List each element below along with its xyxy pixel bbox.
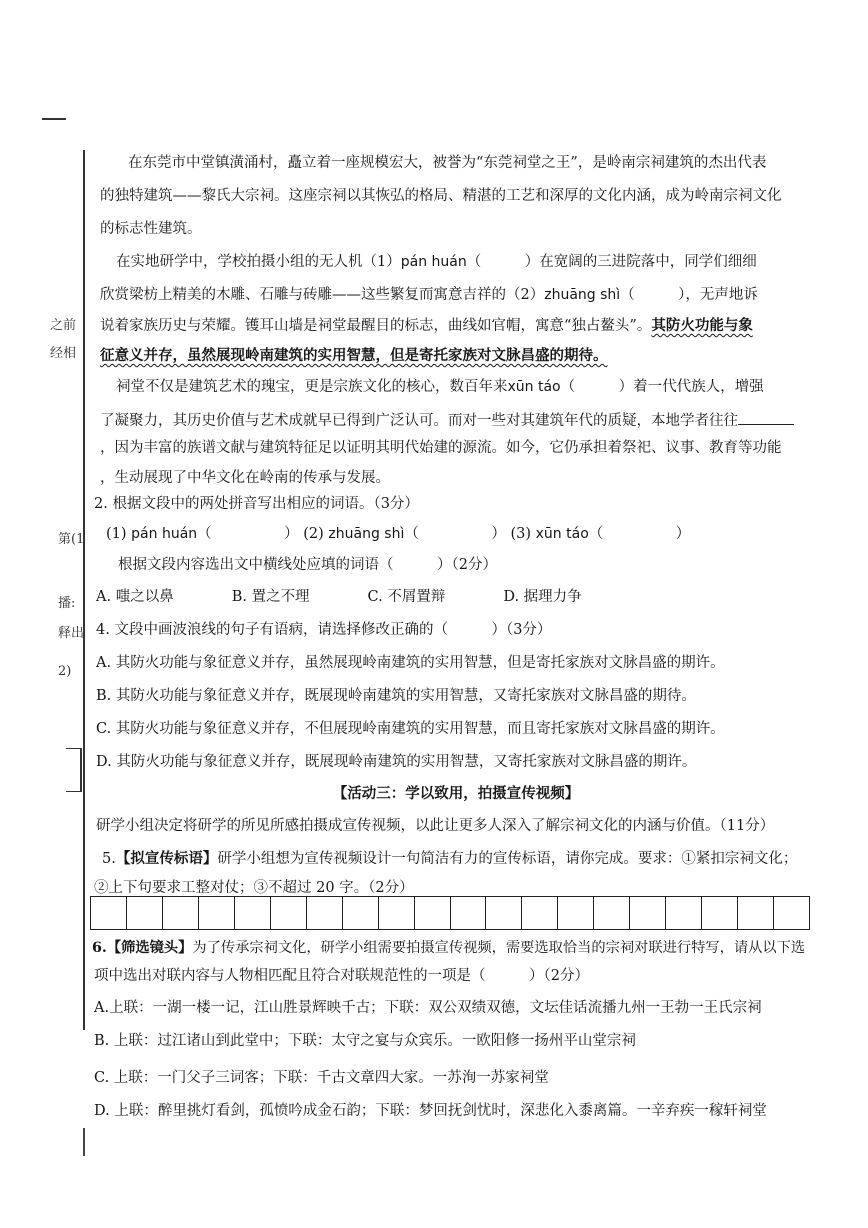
q4-option-b[interactable]: B. 其防火功能与象征意义并存，既展现岭南建筑的实用智慧，又寄托家族对文脉昌盛的期待。 <box>96 688 696 704</box>
text-segment: 了凝聚力，其历史价值与艺术成就早已得到广泛认可。而对一些对其建筑年代的质疑，本地学者往往 <box>100 413 738 429</box>
grid-cell[interactable] <box>702 897 738 929</box>
margin-note: 2) <box>58 664 72 679</box>
passage-line <box>100 285 820 305</box>
answer-grid[interactable] <box>90 896 810 930</box>
answer-label: (2) <box>303 526 324 542</box>
q6-tag: 6.【筛选镜头】 <box>92 940 193 956</box>
grid-cell[interactable] <box>594 897 630 929</box>
margin-note: 释出 <box>58 626 85 641</box>
answer-pinyin: pán huán <box>131 526 198 542</box>
margin-note: 之前 <box>50 318 77 333</box>
q4-stem: 4. 文段中画波浪线的句子有语病，请选择修改正确的（ ）（3分） <box>96 622 552 638</box>
passage-line: ，生动展现了中华文化在岭南的传承与发展。 <box>100 470 390 486</box>
text-segment: （ ）在宽阔的三进院落中，同学们细细 <box>466 254 757 270</box>
text-segment: 在实地研学中，学校拍摄小组的无人机（1） <box>116 254 401 270</box>
grid-cell[interactable] <box>91 897 127 929</box>
passage-line: 的标志性建筑。 <box>100 221 202 237</box>
passage-line <box>116 377 836 397</box>
wavy-underlined-sentence: 其防火功能与象 <box>651 317 753 334</box>
answer-blank[interactable]: （ ） <box>588 526 691 542</box>
grid-cell[interactable] <box>199 897 235 929</box>
pinyin-1: pán huán <box>400 254 467 270</box>
grid-cell[interactable] <box>522 897 558 929</box>
text-segment: 祠堂不仅是建筑艺术的瑰宝，更是宗族文化的核心，数百年来 <box>116 379 508 395</box>
text-segment: （ ）着一代代族人，增强 <box>560 379 764 395</box>
q6-stem <box>92 938 812 958</box>
text-segment: 5. <box>102 851 116 867</box>
q5-requirements: ②上下句要求工整对仗；③不超过 20 字。（2分） <box>94 880 414 896</box>
passage-line <box>100 346 820 366</box>
grid-cell[interactable] <box>127 897 163 929</box>
grid-cell[interactable] <box>343 897 379 929</box>
grid-cell[interactable] <box>774 897 809 929</box>
passage-line: ，因为丰富的族谱文献与建筑特征足以证明其明代始建的源流。如今，它仍承担着祭祀、议事、教育等功能 <box>100 440 782 456</box>
q4-option-a[interactable]: A. 其防火功能与象征意义并存，虽然展现岭南建筑的实用智慧，但是寄托家族对文脉昌盛的期许。 <box>96 655 725 671</box>
wavy-underlined-sentence: 征意义并存，虽然展现岭南建筑的实用智慧，但是寄托家族对文脉昌盛的期待。 <box>100 347 608 364</box>
passage-line <box>100 408 820 431</box>
grid-cell[interactable] <box>630 897 666 929</box>
q5-stem <box>102 849 822 869</box>
grid-cell[interactable] <box>738 897 774 929</box>
q3-options[interactable]: A. 嗤之以鼻 B. 置之不理 C. 不屑置辩 D. 据理力争 <box>96 589 582 605</box>
margin-bracket <box>66 748 82 792</box>
grid-cell[interactable] <box>451 897 487 929</box>
margin-note: 第(1 <box>58 532 85 547</box>
q3-stem: 根据文段内容选出文中横线处应填的词语（ ）（2分） <box>118 557 497 573</box>
grid-cell[interactable] <box>271 897 307 929</box>
text-segment: 欣赏梁枋上精美的木雕、石雕与砖雕——这些繁复而寓意吉祥的（2） <box>100 287 545 303</box>
q2-stem: 2. 根据文段中的两处拼音写出相应的词语。（3分） <box>94 496 419 512</box>
margin-tick <box>83 1128 85 1156</box>
answer-blank[interactable]: （ ） <box>197 526 299 542</box>
answer-label: (3) <box>510 526 532 542</box>
q4-option-d[interactable]: D. 其防火功能与象征意义并存，既展现岭南建筑的实用智慧，又寄托家族对文脉昌盛的期许。 <box>96 754 697 770</box>
q4-option-c[interactable]: C. 其防火功能与象征意义并存，不但展现岭南建筑的实用智慧，而且寄托家族对文脉昌盛的期许。 <box>96 721 725 737</box>
grid-cell[interactable] <box>486 897 522 929</box>
activity-title: 【活动三：学以致用，拍摄宣传视频】 <box>332 785 580 802</box>
q6-stem-2: 项中选出对联内容与人物相匹配且符合对联规范性的一项是（ ）（2分） <box>94 968 589 984</box>
q5-tag: 【拟宣传标语】 <box>115 850 218 867</box>
pinyin-2: zhuāng shì <box>544 287 621 303</box>
margin-line <box>83 150 85 1030</box>
grid-cell[interactable] <box>415 897 451 929</box>
q6-option-d[interactable]: D. 上联：醉里挑灯看剑，孤愤吟成金石韵；下联：梦回抚剑忧时，深悲化入黍离篇。一辛弃疾一稼轩祠堂 <box>94 1103 767 1119</box>
answer-pinyin: zhuāng shì <box>328 526 405 542</box>
q6-option-a[interactable]: A.上联：一湖一楼一记，江山胜景辉映千古；下联：双公双绩双德，文坛佳话流播九州一王勃一王氏宗祠 <box>94 1000 762 1016</box>
grid-cell[interactable] <box>379 897 415 929</box>
grid-cell[interactable] <box>666 897 702 929</box>
text-segment: 说着家族历史与荣耀。镬耳山墙是祠堂最醒目的标志，曲线如官帽，寓意“独占鳌头”。 <box>100 318 652 334</box>
passage-line: 在东莞市中堂镇潢涌村，矗立着一座规模宏大，被誉为“东莞祠堂之王”，是岭南宗祠建筑的杰出代表 <box>128 155 767 171</box>
q6-option-b[interactable]: B. 上联：过江诸山到此堂中；下联：太守之宴与众宾乐。一欧阳修一扬州平山堂宗祠 <box>94 1033 636 1049</box>
answer-label: (1) <box>106 526 127 542</box>
answer-blank[interactable]: （ ） <box>404 526 506 542</box>
passage-line: 的独特建筑——黎氏大宗祠。这座宗祠以其恢弘的格局、精湛的工艺和深厚的文化内涵，成为岭南宗祠文化 <box>100 188 782 204</box>
q6-option-c[interactable]: C. 上联：一门父子三词客；下联：千古文章四大家。一苏洵一苏家祠堂 <box>94 1070 549 1086</box>
margin-dash <box>42 118 66 120</box>
text-segment: （ ），无声地诉 <box>620 287 758 303</box>
margin-note: 播: <box>58 596 76 611</box>
margin-note: 经相 <box>50 346 77 361</box>
passage-line <box>100 316 820 336</box>
grid-cell[interactable] <box>163 897 199 929</box>
grid-cell[interactable] <box>307 897 343 929</box>
q2-answers <box>106 524 826 544</box>
fill-blank[interactable] <box>738 408 794 425</box>
activity-intro: 研学小组决定将研学的所见所感拍摄成宣传视频，以此让更多人深入了解宗祠文化的内涵与价值。（11分） <box>96 818 775 834</box>
grid-cell[interactable] <box>558 897 594 929</box>
text-segment: 为了传承宗祠文化，研学小组需要拍摄宣传视频，需要选取恰当的宗祠对联进行特写，请从以下选 <box>192 940 806 956</box>
passage-line <box>116 252 836 272</box>
text-segment: 研学小组想为宣传视频设计一句简洁有力的宣传标语，请你完成。要求：①紧扣宗祠文化； <box>217 851 798 867</box>
grid-cell[interactable] <box>235 897 271 929</box>
answer-pinyin: xūn táo <box>535 526 589 542</box>
pinyin-3: xūn táo <box>507 379 561 395</box>
